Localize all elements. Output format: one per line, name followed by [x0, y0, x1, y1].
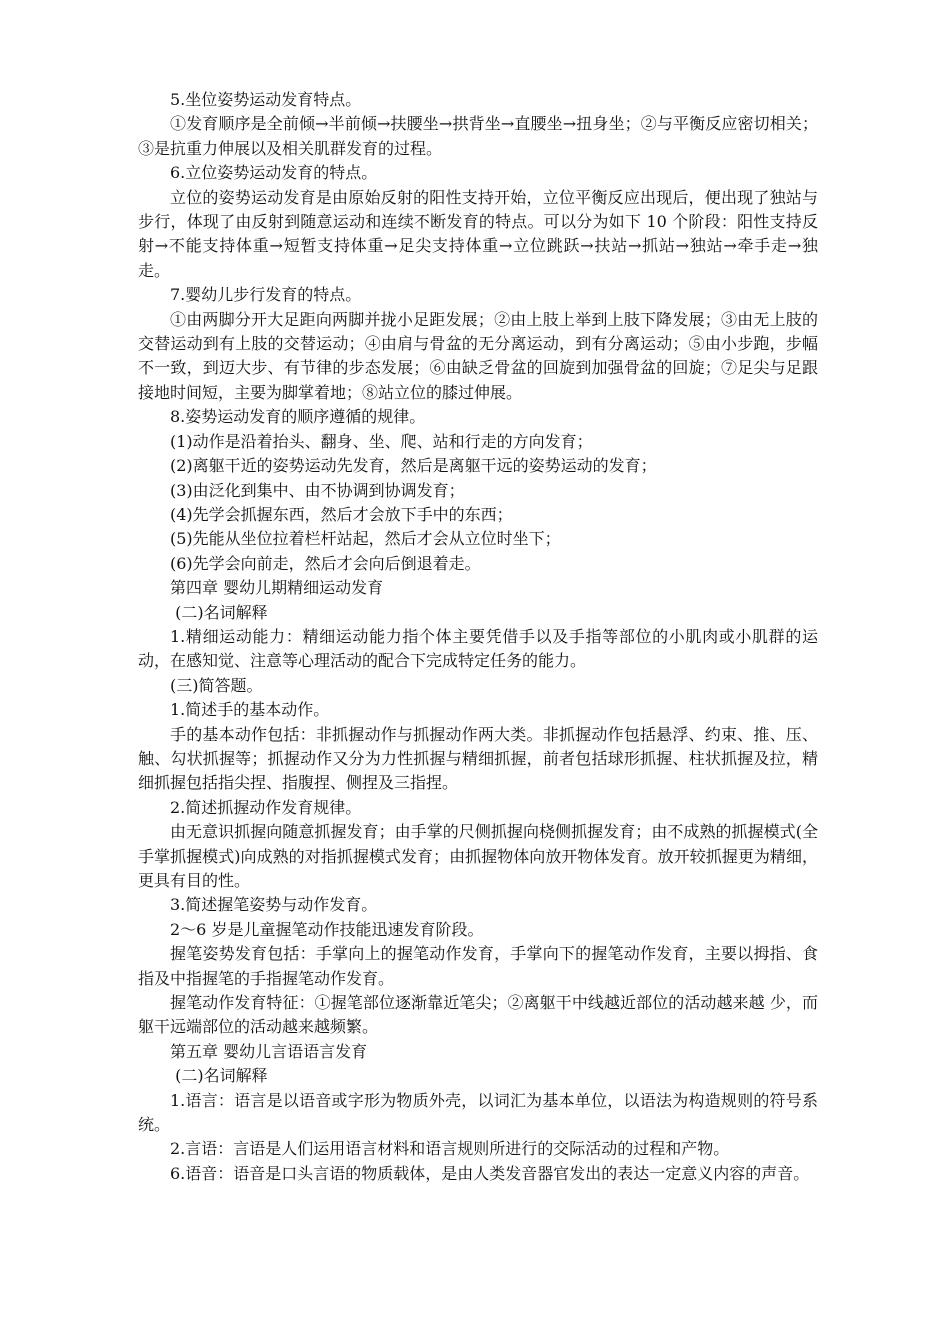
paragraph: 1.语言：语言是以语音或字形为物质外壳，以词汇为基本单位，以语法为构造规则的符号系统。: [138, 1090, 818, 1135]
section-heading: 7.婴幼儿步行发育的特点。: [170, 285, 362, 305]
paragraph: 握笔动作发育特征：①握笔部位逐渐靠近笔尖；②离躯干中线越近部位的活动越来越 少，而躯干远端部位的活动越来越频繁。: [138, 993, 818, 1037]
section-heading: 6.立位姿势运动发育的特点。: [170, 163, 378, 183]
paragraph: 6.语音：语音是口头言语的物质载体，是由人类发音器官发出的表达一定意义内容的声音。: [170, 1163, 810, 1183]
list-item: (1)动作是沿着抬头、翻身、坐、爬、站和行走的方向发育；: [170, 431, 593, 451]
section-heading: 8.姿势运动发育的顺序遵循的规律。: [170, 407, 426, 427]
list-item: (5)先能从坐位拉着栏杆站起，然后才会从立位时坐下；: [170, 529, 561, 549]
section-heading: 1.简述手的基本动作。: [170, 700, 330, 720]
section-heading: 5.坐位姿势运动发育特点。: [170, 90, 362, 109]
list-item: (2)离躯干近的姿势运动先发育，然后是离躯干远的姿势运动的发育；: [170, 456, 657, 476]
paragraph: 2.言语：言语是人们运用语言材料和语言规则所进行的交际活动的过程和产物。: [170, 1139, 730, 1159]
paragraph: 握笔姿势发育包括：手掌向上的握笔动作发育，手掌向下的握笔动作发育，主要以拇指、食指及中指握笔的手指握笔动作发育。: [138, 944, 818, 988]
subsection-heading: (二)名词解释: [170, 1066, 268, 1086]
paragraph: 2～6 岁是儿童握笔动作技能迅速发育阶段。: [170, 919, 484, 939]
paragraph: ①发育顺序是全前倾→半前倾→扶腰坐→拱背坐→直腰坐→扭身坐；②与平衡反应密切相关；③是抗重力伸展以及相关肌群发育的过程。: [138, 114, 818, 158]
section-heading: 2.简述抓握动作发育规律。: [170, 797, 362, 817]
subsection-heading: (三)简答题。: [170, 675, 263, 695]
subsection-heading: (二)名词解释: [170, 602, 268, 622]
paragraph: 立位的姿势运动发育是由原始反射的阳性支持开始，立位平衡反应出现后，便出现了独站与步行，体现了由反射到随意运动和连续不断发育的特点。可以分为如下 10 个阶段：阳性支持反射→不能支持体重→短暂支持体重→足尖支持体重→立位跳跃→扶站→抓站→独站→牵手走→独走。: [138, 187, 818, 280]
paragraph: 由无意识抓握向随意抓握发育；由手掌的尺侧抓握向桡侧抓握发育；由不成熟的抓握模式(全手掌抓握模式)向成熟的对指抓握模式发育；由抓握物体向放开物体发育。放开较抓握更为精细，更具有目的性。: [138, 822, 818, 890]
paragraph: 1.精细运动能力：精细运动能力指个体主要凭借手以及手指等部位的小肌肉或小肌群的运动，在感知觉、注意等心理活动的配合下完成特定任务的能力。: [138, 626, 818, 671]
paragraph: ①由两脚分开大足距向两脚并拢小足距发展；②由上肢上举到上肢下降发展；③由无上肢的交替运动到有上肢的交替运动；④由肩与骨盆的无分离运动，到有分离运动；⑤由小步跑，步幅不一致，到迈大步、有节律的步态发展；⑥由缺乏骨盆的回旋到加强骨盆的回旋；⑦足尖与足跟接地时间短，主要为脚掌着地；⑧站立位的膝过伸展。: [138, 309, 818, 402]
chapter-title: 第四章 婴幼儿期精细运动发育: [170, 578, 384, 598]
list-item: (6)先学会向前走，然后才会向后倒退着走。: [170, 553, 481, 573]
list-item: (4)先学会抓握东西，然后才会放下手中的东西；: [170, 504, 513, 524]
list-item: (3)由泛化到集中、由不协调到协调发育；: [170, 480, 465, 500]
paragraph: 手的基本动作包括：非抓握动作与抓握动作两大类。非抓握动作包括悬浮、约束、推、压、触、勾状抓握等；抓握动作又分为力性抓握与精细抓握，前者包括球形抓握、柱状抓握及拉，精细抓握包括指尖捏、指腹捏、侧捏及三指捏。: [138, 724, 818, 793]
section-heading: 3.简述握笔姿势与动作发育。: [170, 895, 378, 915]
chapter-title: 第五章 婴幼儿言语语言发育: [170, 1041, 368, 1061]
document-page: [138, 88, 818, 1186]
